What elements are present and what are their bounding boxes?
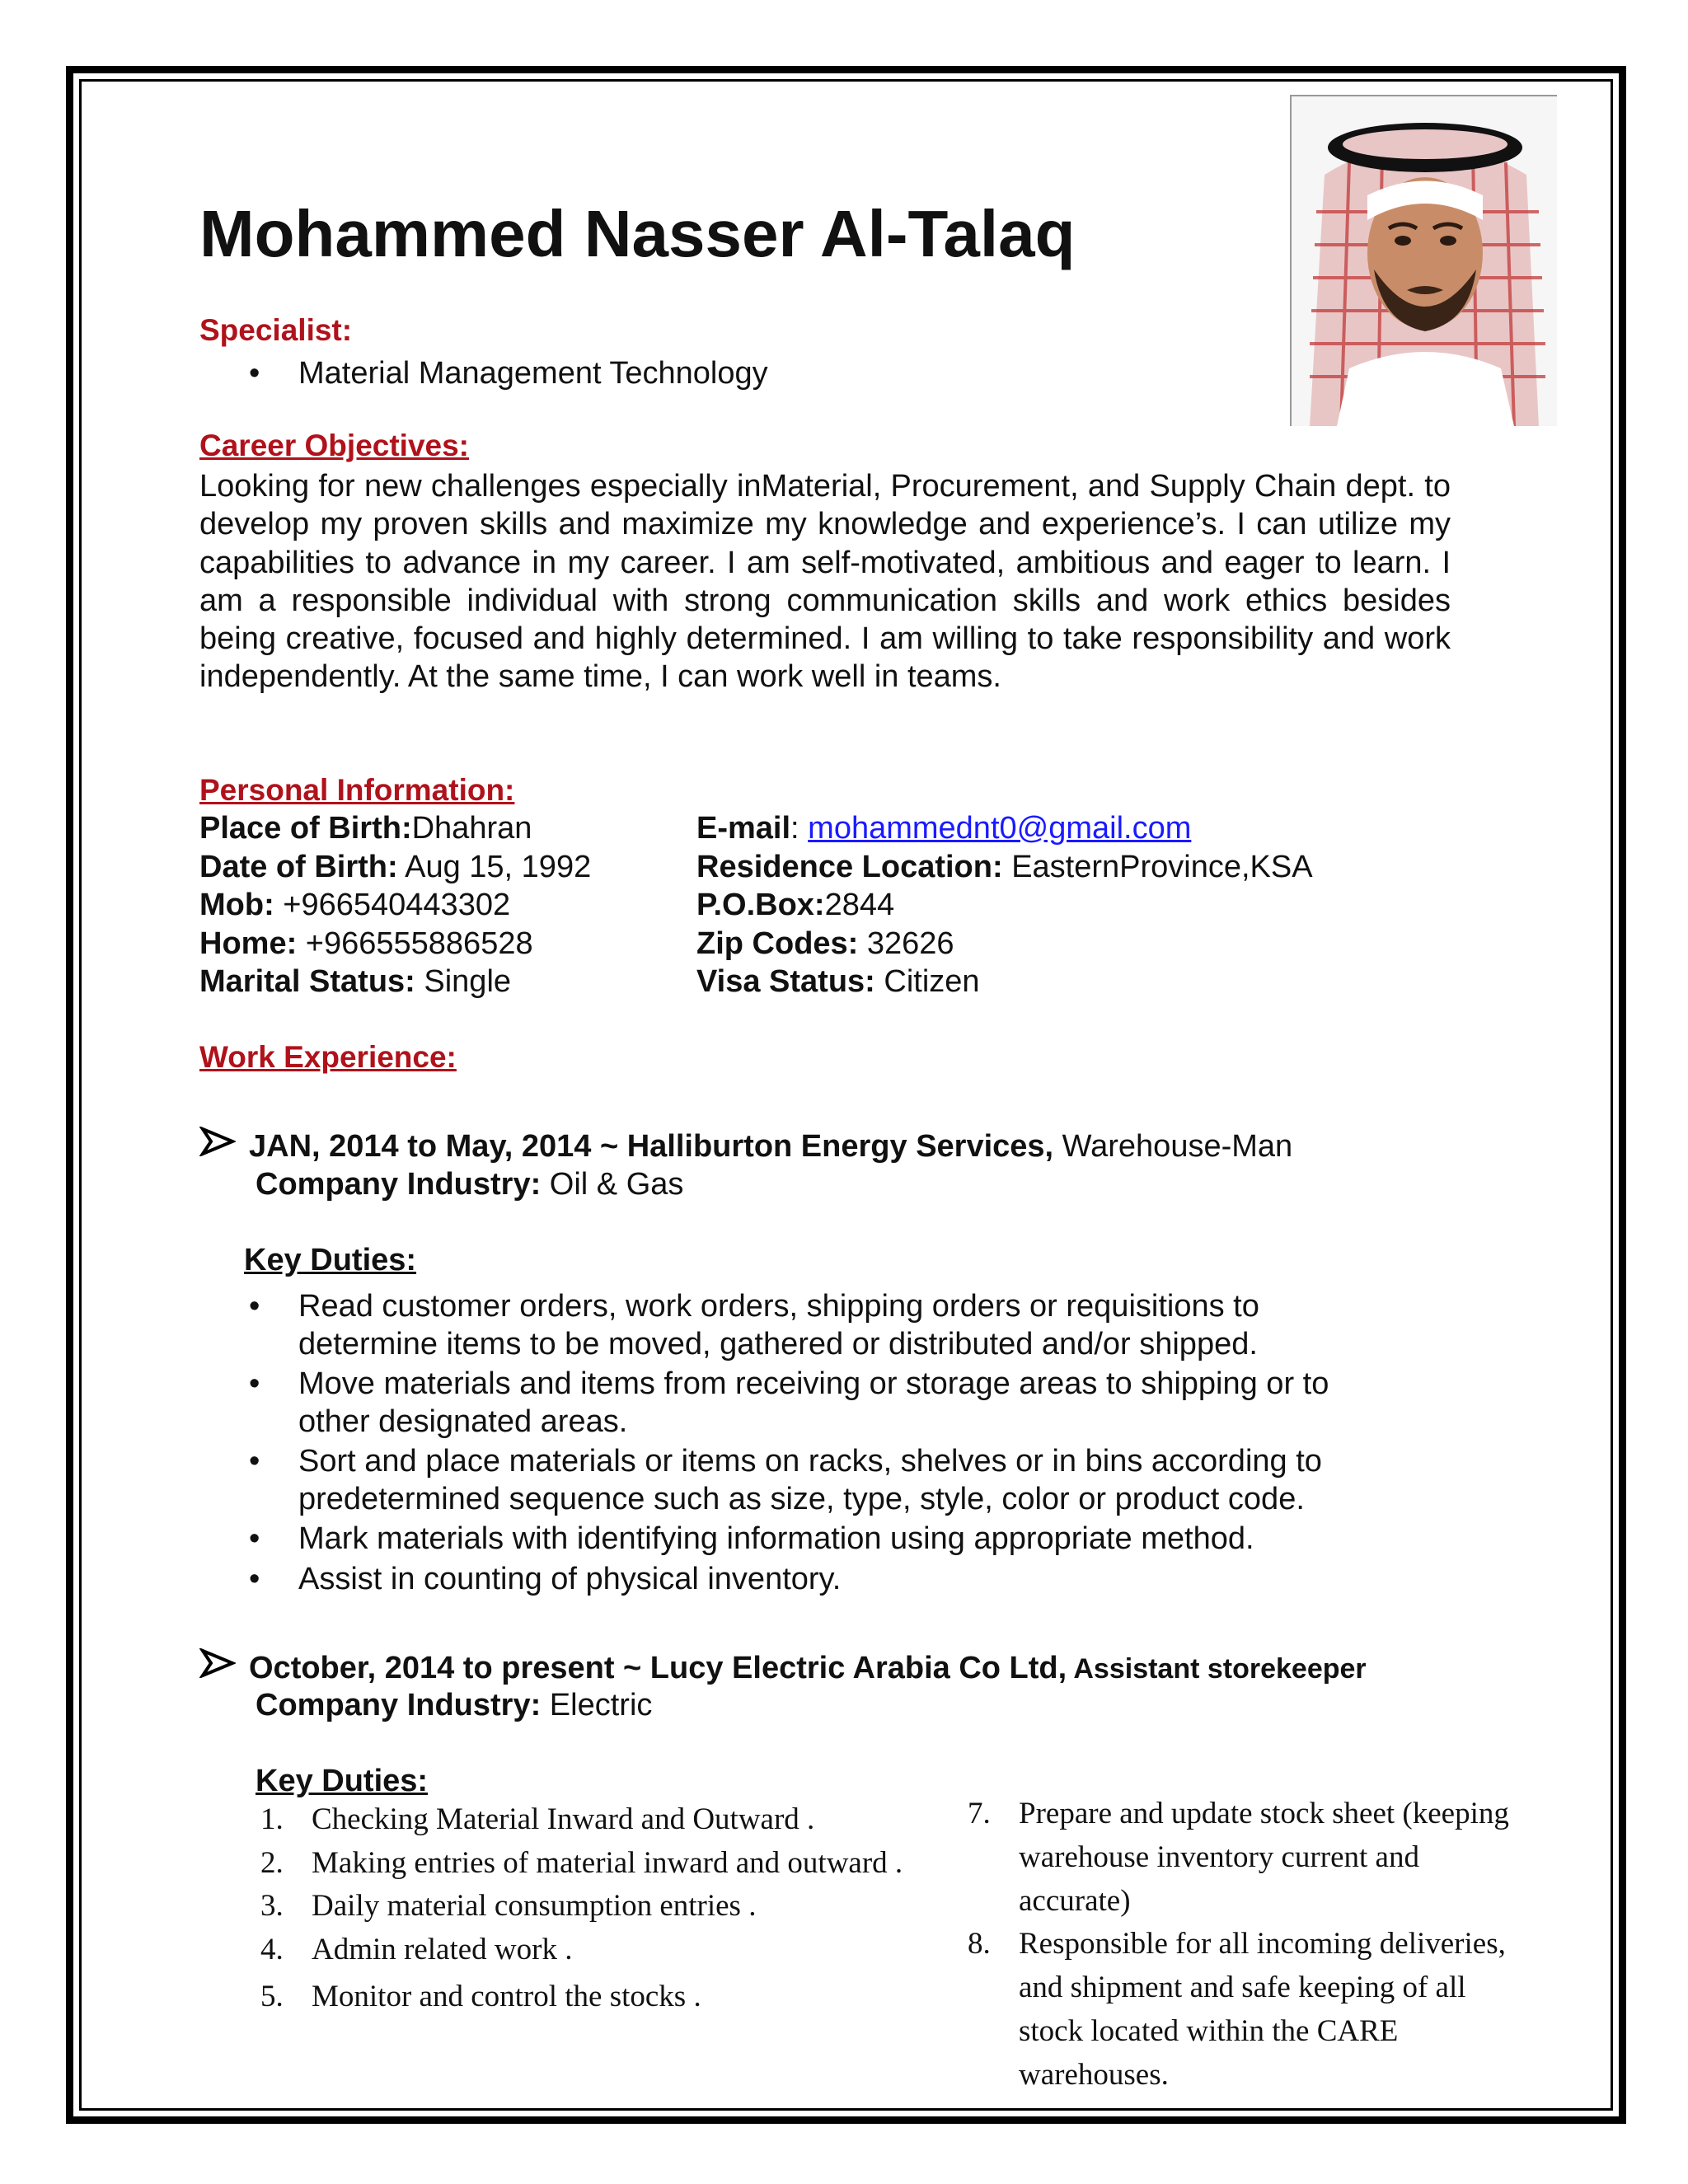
job-1-duties-heading: Key Duties: xyxy=(244,1243,417,1277)
place-of-birth: Place of Birth:Dhahran xyxy=(199,811,532,846)
job-2-industry: Company Industry: Electric xyxy=(256,1688,653,1722)
job-2-duty: 4. Admin related work . xyxy=(260,1933,573,1966)
email-row: E-mail: mohammednt0@gmail.com xyxy=(696,811,1192,846)
home-phone: Home: +966555886528 xyxy=(199,926,533,961)
job-1-duty: • Move materials and items from receiving or storage areas to shipping or to other designated areas. xyxy=(298,1365,1329,1441)
arrow-bullet-icon xyxy=(199,1127,249,1165)
candidate-name: Mohammed Nasser Al-Talaq xyxy=(199,197,1076,270)
job-2-duty: 5. Monitor and control the stocks . xyxy=(260,1980,701,2013)
job-2-title: October, 2014 to present ~ Lucy Electric Arabia Co Ltd, Assistant storekeeper xyxy=(199,1648,1367,1686)
job-1-duty: • Mark materials with identifying information using appropriate method. xyxy=(298,1521,1254,1557)
specialist-item: • Material Management Technology xyxy=(298,356,768,391)
job-1-industry: Company Industry: Oil & Gas xyxy=(256,1167,684,1202)
mobile: Mob: +966540443302 xyxy=(199,888,511,922)
residence-location: Residence Location: EasternProvince,KSA xyxy=(696,850,1313,884)
email-link[interactable]: mohammednt0@gmail.com xyxy=(808,811,1192,846)
job-1-duty: • Sort and place materials or items on racks, shelves or in bins according to predetermined sequence such as size, type, style, color or product code. xyxy=(298,1442,1322,1518)
job-2-duties-heading: Key Duties: xyxy=(256,1764,429,1798)
objectives-heading: Career Objectives: xyxy=(199,429,470,462)
job-1-duty: • Read customer orders, work orders, shipping orders or requisitions to determine items to be moved, gathered or distributed and/or shipped. xyxy=(298,1287,1259,1363)
zip-code: Zip Codes: 32626 xyxy=(696,926,954,961)
marital-status: Marital Status: Single xyxy=(199,964,512,999)
job-2-duty: 8. Responsible for all incoming deliveries, and shipment and safe keeping of all stock located within the CARE warehouses. xyxy=(968,1927,1506,2092)
job-2-duty: 2. Making entries of material inward and outward . xyxy=(260,1846,903,1880)
objectives-text: Looking for new challenges especially inMaterial, Procurement, and Supply Chain dept. to develop my proven skills and maximize my knowledge and experience’s. I can utilize my capabilities to advance in my career. I am self-motivated, ambitious and eager to learn. I am a responsible individual with strong communication skills and work ethics besides being creative, focused and highly determined. I am willing to take responsibility and work independently. At the same time, I can work well in teams. xyxy=(199,469,1451,695)
job-2-duty: 7. Prepare and update stock sheet (keeping warehouse inventory current and accurate) xyxy=(968,1797,1509,1918)
po-box: P.O.Box:2844 xyxy=(696,888,895,922)
job-1-title: JAN, 2014 to May, 2014 ~ Halliburton Energy Services, Warehouse-Man xyxy=(199,1127,1292,1165)
profile-photo xyxy=(1290,95,1557,426)
job-2-duty: 3. Daily material consumption entries . xyxy=(260,1889,757,1923)
specialist-heading: Specialist: xyxy=(199,313,353,347)
work-experience-heading: Work Experience: xyxy=(199,1040,457,1074)
visa-status: Visa Status: Citizen xyxy=(696,964,980,999)
arrow-bullet-icon xyxy=(199,1648,249,1686)
job-1-duty: • Assist in counting of physical inventory. xyxy=(298,1562,841,1597)
job-2-duty: 1. Checking Material Inward and Outward . xyxy=(260,1802,815,1836)
date-of-birth: Date of Birth: Aug 15, 1992 xyxy=(199,850,592,884)
personal-info-heading: Personal Information: xyxy=(199,773,515,807)
